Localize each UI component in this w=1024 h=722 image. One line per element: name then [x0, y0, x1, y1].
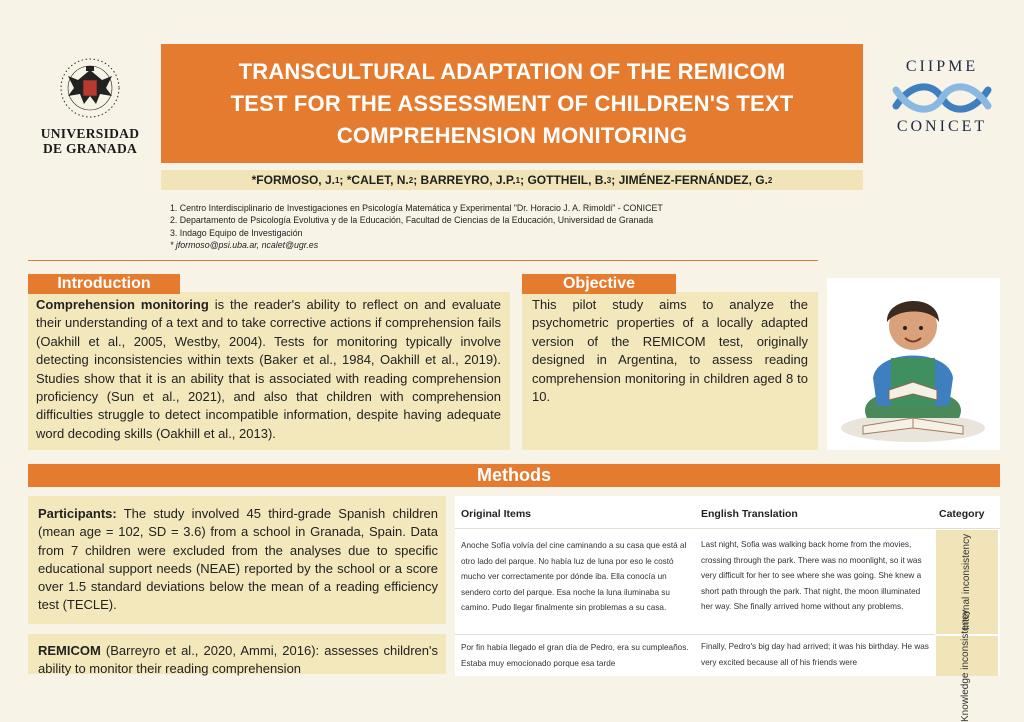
author-1: *FORMOSO, J.: [251, 173, 335, 187]
participants-text: [38, 505, 438, 615]
column-header-category: Category: [939, 508, 985, 520]
ciipme-label: CIIPME: [905, 58, 979, 75]
author-2: ; *CALET, N.: [339, 173, 409, 187]
table-row-2-category: Knowledge inconsistency: [960, 609, 971, 722]
author-1-sup: 1: [334, 175, 340, 185]
table-row-2-category-cell: [936, 609, 998, 722]
affiliation-2: 2. Departamento de Psicología Evolutiva y de la Educación, Facultad de Ciencias de la Educación, Universidad de Granada: [170, 215, 654, 226]
table-row-1-english: Last night, Sofia was walking back home from the movies, crossing through the park. There was no moonlight, so it was very difficult for her to see where she was going. She knew a short path through the park. That night, the moon illuminated her way. She finally arrived home without any problems.: [701, 540, 922, 612]
conicet-logo: [890, 78, 994, 118]
authors-bar: [161, 170, 863, 190]
author-2-sup: 2: [408, 175, 414, 185]
conicet-label: CONICET: [896, 118, 988, 135]
author-4: ; GOTTHEIL, B.: [520, 173, 607, 187]
affiliation-1: 1. Centro Interdisciplinario de Investigaciones en Psicología Matemática y Experimental "Dr. Horacio J. A. Rimoldi" - CONICET: [170, 203, 663, 213]
author-3: ; BARREYRO, J.P.: [413, 173, 516, 187]
title-banner: [161, 44, 863, 163]
introduction-text: [36, 296, 501, 443]
title-line1: TRANSCULTURAL ADAPTATION OF THE REMICOM: [238, 58, 786, 84]
poster-title: [182, 56, 842, 152]
author-5-sup: 2: [767, 175, 773, 185]
introduction-heading: Introduction: [28, 274, 180, 294]
participants-lead: Participants:: [38, 506, 117, 521]
university-name-line2: DE GRANADA: [42, 141, 138, 156]
table-row-1-original: Anoche Sofía volvía del cine caminando a su casa que está al otro lado del parque. No había luz de luna por eso le costó mucho ver correctamente por dónde iba. Ella conocía un sendero corto del parque. Esa noche la luna iluminaba su camino. Pudo llegar finalmente sin problemas a su casa.: [461, 541, 687, 613]
objective-text: This pilot study aims to analyze the psychometric properties of a locally adapted version of the REMICOM test, originally designed in Argentina, to assess reading comprehension monitoring in children aged 8 to 10.: [532, 297, 808, 405]
introduction-body: is the reader's ability to reflect on and evaluate their understanding of a text and to take corrective actions if comprehension fails (Oakhill et al., 2005, Westby, 2004). Tests for monitoring typically involve detecting inconsistencies within texts (Baker et al., 1984, Oakhill et al., 2019). Studies show that it is an ability that is associated with reading comprehension proficiency (Sun et al., 2021), and also that children with comprehension difficulties struggle to detect incompatible information, despite having adequate word decoding skills (Oakhill et al., 2013).: [36, 297, 501, 441]
column-header-original: Original Items: [461, 508, 532, 520]
remicom-lead: REMICOM: [38, 643, 101, 658]
table-row-1-category: Internal inconsistency: [961, 533, 972, 631]
table-row-2-english: Finally, Pedro's big day had arrived; it was his birthday. He was very excited because all of his friends were: [701, 642, 929, 667]
title-line3: COMPREHENSION MONITORING: [336, 122, 688, 148]
divider: [28, 260, 818, 261]
methods-heading: Methods: [28, 464, 1000, 487]
author-4-sup: 3: [606, 175, 612, 185]
author-3-sup: 1: [515, 175, 521, 185]
university-name: [28, 126, 152, 156]
title-line2: TEST FOR THE ASSESSMENT OF CHILDREN'S TEXT: [230, 90, 794, 116]
remicom-body: (Barreyro et al., 2020, Ammi, 2016): assesses children's ability to monitor their reading comprehension: [38, 643, 438, 677]
contact-emails: * jformoso@psi.uba.ar, ncalet@ugr.es: [170, 239, 319, 250]
affiliation-3: 3. Indago Equipo de Investigación: [170, 227, 303, 238]
author-5: ; JIMÉNEZ-FERNÁNDEZ, G.: [611, 173, 768, 187]
child-reading-illustration: [827, 278, 1000, 450]
header-divider: [455, 528, 1000, 529]
table-row-2-original: Por fin había llegado el gran día de Pedro, era su cumpleaños. Estaba muy emocionado porque esa tarde: [461, 643, 689, 668]
remicom-text: [38, 642, 438, 679]
participants-body: The study involved 45 third-grade Spanish children (mean age = 102, SD = 3.6) from a school in Granada, Spain. Data from 7 children were excluded from the analyses due to specific educational support needs (NEAE) reported by the school or a score over 1.5 standard deviations below the mean of a reading efficiency test (TECLE).: [38, 506, 438, 613]
university-name-line1: UNIVERSIDAD: [40, 126, 140, 141]
column-header-english: English Translation: [701, 508, 798, 520]
affiliations: [170, 202, 810, 251]
row-divider: [455, 634, 935, 635]
introduction-lead: Comprehension monitoring: [36, 297, 209, 312]
objective-heading: Objective: [522, 274, 676, 294]
